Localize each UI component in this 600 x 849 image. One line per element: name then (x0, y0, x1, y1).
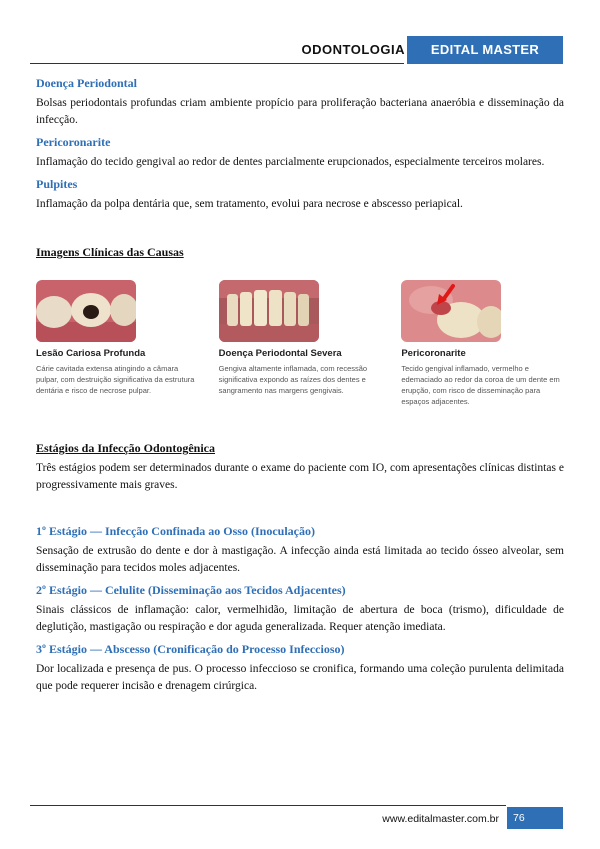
card-title: Lesão Cariosa Profunda (36, 348, 146, 359)
clinical-images (36, 280, 564, 407)
stage-3-text: Dor localizada e presença de pus. O processo infeccioso se cronifica, formando uma coleção purulenta delimitada que pode requerer incisão e drenagem cirúrgica. (36, 663, 564, 692)
stages-heading: Estágios da Infecção Odontogênica (36, 441, 216, 455)
footer-url: www.editalmaster.com.br (382, 813, 499, 825)
card-desc: Cárie cavitada extensa atingindo a câmara pulpar, com destruição significativa da estrutura dentária e risco de necrose pulpar. (36, 364, 195, 395)
page-footer (30, 805, 563, 827)
card-lesao-cariosa (36, 280, 199, 407)
stage-2-text: Sinais clássicos de inflamação: calor, vermelhidão, limitação de abertura de boca (trismo), dificuldade de deglutição, mastigação ou respiração e dor aguda generalizada. Requer atenção imediata. (36, 604, 564, 633)
section-title-pericoronarite: Pericoronarite (36, 135, 111, 149)
header-brand: EDITAL MASTER (407, 36, 563, 64)
header-subject: ODONTOLOGIA (301, 42, 405, 57)
page-number: 76 (507, 807, 563, 829)
stage-1-title: 1º Estágio — Infecção Confinada ao Osso (Inoculação) (36, 524, 315, 538)
periodontal-photo (219, 280, 319, 342)
section-text-periodontal: Bolsas periodontais profundas criam ambiente propício para proliferação bacteriana anaeróbia e disseminação da infecção. (36, 97, 564, 126)
section-title-pulpites: Pulpites (36, 177, 78, 191)
images-heading: Imagens Clínicas das Causas (36, 245, 184, 259)
card-desc: Gengiva altamente inflamada, com recessão significativa expondo as raízes dos dentes e sangramento nas margens gengivais. (218, 364, 368, 395)
card-pericoronarite (401, 280, 564, 407)
stage-2-title: 2º Estágio — Celulite (Disseminação aos Tecidos Adjacentes) (36, 583, 346, 597)
header-rule (30, 63, 404, 64)
section-text-pericoronarite: Inflamação do tecido gengival ao redor de dentes parcialmente erupcionados, especialmente terceiros molares. (36, 156, 545, 168)
page-content (36, 76, 564, 701)
caries-photo (36, 280, 136, 342)
card-doenca-periodontal (219, 280, 382, 407)
stage-3-title: 3º Estágio — Abscesso (Cronificação do Processo Infeccioso) (36, 642, 345, 656)
section-title-periodontal: Doença Periodontal (36, 76, 137, 90)
page-header (30, 36, 563, 64)
stages-intro: Três estágios podem ser determinados durante o exame do paciente com IO, com apresentações clínicas distintas e progressivamente mais graves. (36, 462, 564, 491)
card-title: Doença Periodontal Severa (218, 348, 342, 359)
card-desc: Tecido gengival inflamado, vermelho e edemaciado ao redor da coroa de um dente em erupção, com risco de disseminação para espaços adjacentes. (401, 364, 560, 406)
section-text-pulpites: Inflamação da polpa dentária que, sem tratamento, evolui para necrose e abscesso periapical. (36, 198, 463, 210)
stage-1-text: Sensação de extrusão do dente e dor à mastigação. A infecção ainda está limitada ao tecido ósseo alveolar, sem disseminação para tecidos moles adjacentes. (36, 545, 564, 574)
pericoronitis-photo (401, 280, 501, 342)
card-title: Pericoronarite (401, 348, 466, 359)
footer-rule (30, 805, 506, 806)
